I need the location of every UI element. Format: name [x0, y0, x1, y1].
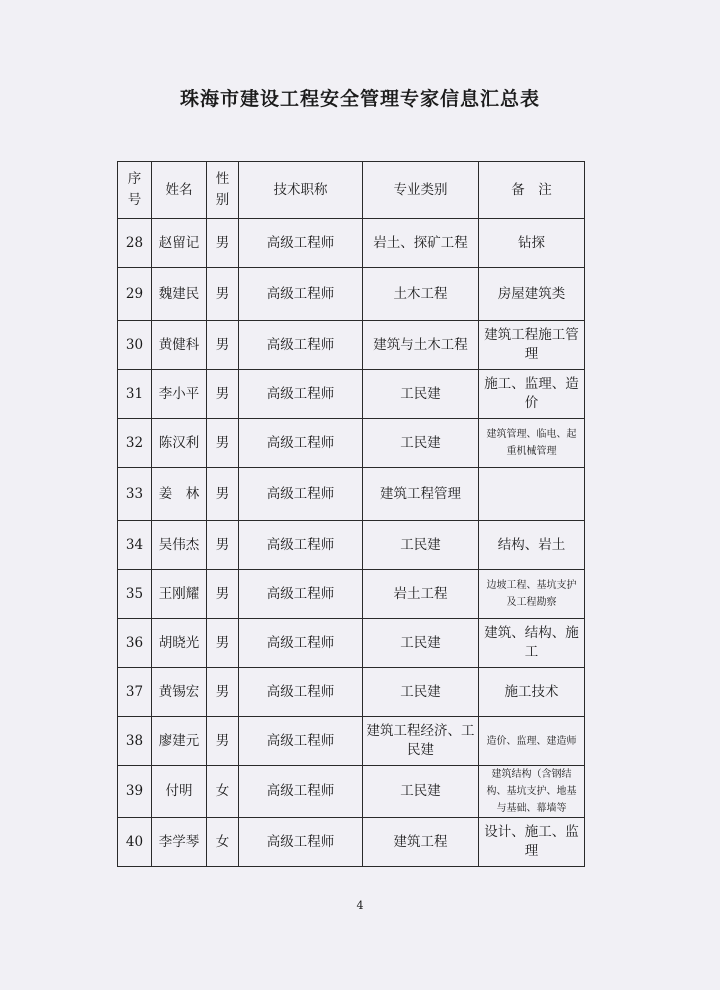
cell-gender: 女 [207, 818, 239, 867]
table-row [118, 321, 585, 370]
cell-specialty: 工民建 [363, 521, 479, 570]
cell-name: 魏建民 [152, 268, 207, 321]
cell-no: 35 [118, 570, 152, 619]
header-gender: 性别 [207, 162, 239, 219]
cell-remarks: 施工技术 [479, 668, 585, 717]
cell-gender: 女 [207, 766, 239, 818]
cell-title: 高级工程师 [239, 521, 363, 570]
expert-info-table [117, 161, 585, 867]
cell-name: 李小平 [152, 370, 207, 419]
cell-gender: 男 [207, 321, 239, 370]
cell-remarks: 建筑工程施工管理 [479, 321, 585, 370]
table-row [118, 521, 585, 570]
cell-name: 姜 林 [152, 468, 207, 521]
cell-no: 34 [118, 521, 152, 570]
cell-name: 吴伟杰 [152, 521, 207, 570]
cell-title: 高级工程师 [239, 717, 363, 766]
cell-name: 黄锡宏 [152, 668, 207, 717]
table-header-row [118, 162, 585, 219]
cell-title: 高级工程师 [239, 668, 363, 717]
cell-specialty: 工民建 [363, 370, 479, 419]
cell-title: 高级工程师 [239, 268, 363, 321]
cell-specialty: 土木工程 [363, 268, 479, 321]
cell-specialty: 岩土工程 [363, 570, 479, 619]
table-row [118, 419, 585, 468]
cell-remarks: 设计、施工、监理 [479, 818, 585, 867]
cell-title: 高级工程师 [239, 321, 363, 370]
page-number: 4 [356, 899, 364, 912]
cell-name: 付明 [152, 766, 207, 818]
cell-gender: 男 [207, 717, 239, 766]
header-no: 序号 [118, 162, 152, 219]
cell-remarks: 建筑、结构、施工 [479, 619, 585, 668]
cell-title: 高级工程师 [239, 468, 363, 521]
table-row [118, 717, 585, 766]
cell-remarks: 建筑结构（含钢结构、基坑支护、地基与基础、幕墙等 [479, 766, 585, 818]
table-row [118, 268, 585, 321]
cell-gender: 男 [207, 521, 239, 570]
cell-remarks: 结构、岩土 [479, 521, 585, 570]
header-specialty: 专业类别 [363, 162, 479, 219]
cell-no: 39 [118, 766, 152, 818]
cell-gender: 男 [207, 268, 239, 321]
cell-specialty: 工民建 [363, 668, 479, 717]
cell-name: 黄健科 [152, 321, 207, 370]
cell-specialty: 建筑工程经济、工民建 [363, 717, 479, 766]
cell-title: 高级工程师 [239, 818, 363, 867]
cell-remarks: 造价、监理、建造师 [479, 717, 585, 766]
table-row [118, 219, 585, 268]
cell-specialty: 工民建 [363, 766, 479, 818]
cell-specialty: 建筑工程管理 [363, 468, 479, 521]
cell-gender: 男 [207, 619, 239, 668]
cell-title: 高级工程师 [239, 766, 363, 818]
cell-gender: 男 [207, 468, 239, 521]
cell-specialty: 岩土、探矿工程 [363, 219, 479, 268]
table-row [118, 619, 585, 668]
cell-specialty: 工民建 [363, 619, 479, 668]
cell-gender: 男 [207, 419, 239, 468]
cell-specialty: 工民建 [363, 419, 479, 468]
table-row [118, 468, 585, 521]
header-name: 姓名 [152, 162, 207, 219]
cell-name: 陈汉利 [152, 419, 207, 468]
cell-no: 38 [118, 717, 152, 766]
cell-name: 廖建元 [152, 717, 207, 766]
table-row [118, 766, 585, 818]
cell-no: 29 [118, 268, 152, 321]
cell-gender: 男 [207, 668, 239, 717]
cell-gender: 男 [207, 370, 239, 419]
cell-remarks: 建筑管理、临电、起重机械管理 [479, 419, 585, 468]
header-remarks: 备 注 [479, 162, 585, 219]
cell-gender: 男 [207, 570, 239, 619]
cell-remarks: 房屋建筑类 [479, 268, 585, 321]
table-row [118, 818, 585, 867]
cell-name: 王刚耀 [152, 570, 207, 619]
cell-name: 胡晓光 [152, 619, 207, 668]
cell-specialty: 建筑工程 [363, 818, 479, 867]
cell-no: 33 [118, 468, 152, 521]
cell-no: 36 [118, 619, 152, 668]
table-row [118, 668, 585, 717]
header-title: 技术职称 [239, 162, 363, 219]
cell-gender: 男 [207, 219, 239, 268]
cell-remarks: 边坡工程、基坑支护及工程勘察 [479, 570, 585, 619]
cell-no: 37 [118, 668, 152, 717]
table-row [118, 370, 585, 419]
cell-specialty: 建筑与土木工程 [363, 321, 479, 370]
cell-no: 30 [118, 321, 152, 370]
cell-no: 31 [118, 370, 152, 419]
cell-title: 高级工程师 [239, 219, 363, 268]
cell-no: 40 [118, 818, 152, 867]
cell-remarks: 钻探 [479, 219, 585, 268]
cell-title: 高级工程师 [239, 570, 363, 619]
cell-name: 李学琴 [152, 818, 207, 867]
cell-title: 高级工程师 [239, 370, 363, 419]
cell-title: 高级工程师 [239, 419, 363, 468]
cell-name: 赵留记 [152, 219, 207, 268]
cell-no: 32 [118, 419, 152, 468]
document-title: 珠海市建设工程安全管理专家信息汇总表 [179, 88, 540, 110]
cell-remarks: 施工、监理、造价 [479, 370, 585, 419]
cell-title: 高级工程师 [239, 619, 363, 668]
table-row [118, 570, 585, 619]
cell-remarks [479, 468, 585, 521]
cell-no: 28 [118, 219, 152, 268]
